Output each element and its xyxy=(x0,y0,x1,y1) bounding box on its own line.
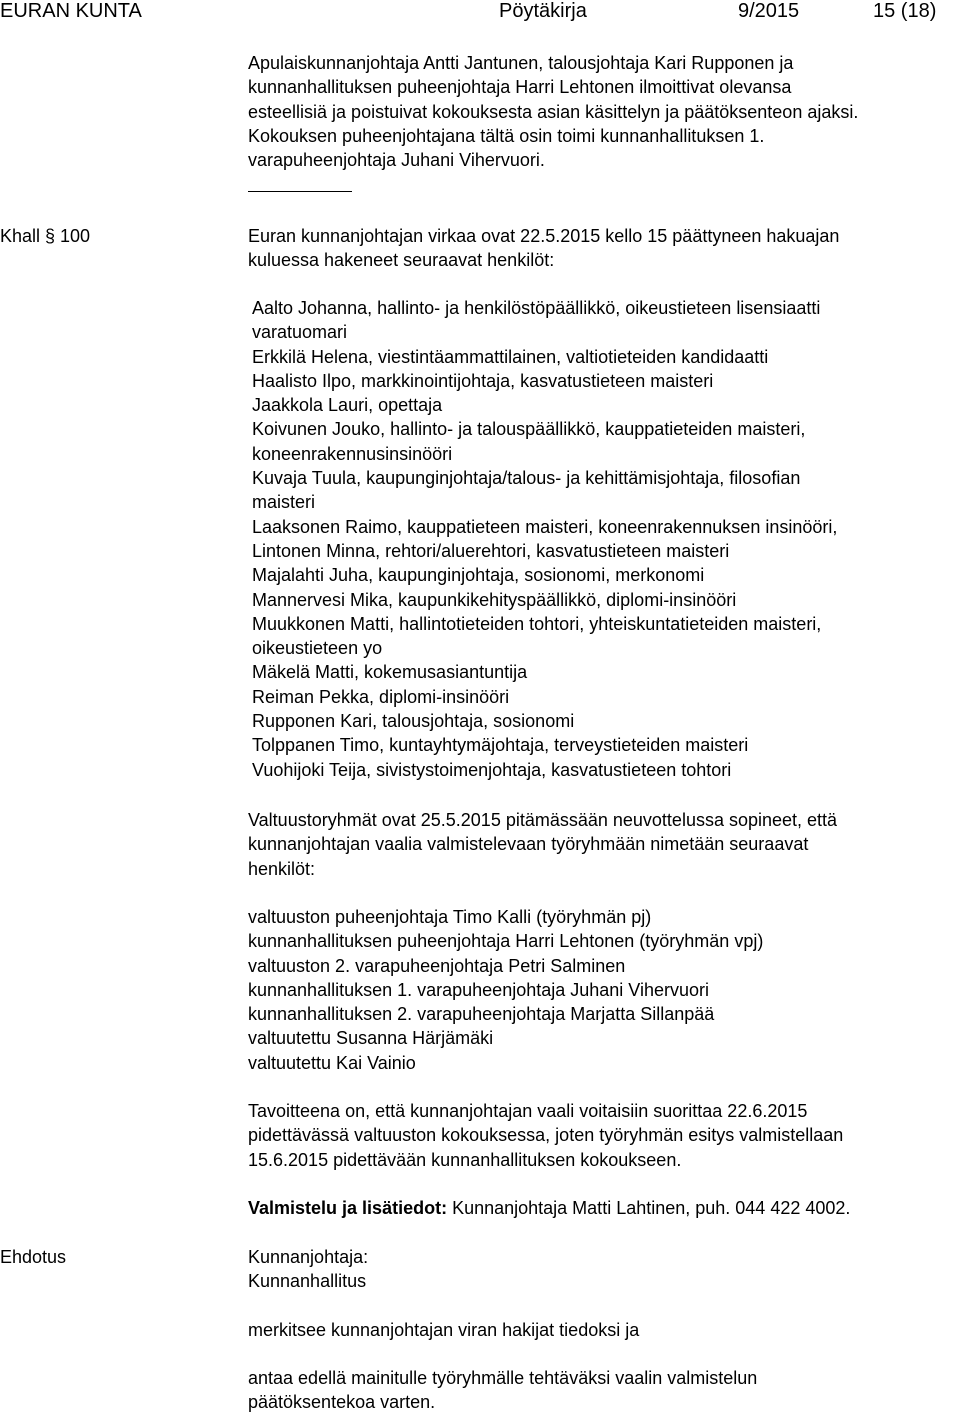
intro-line: Apulaiskunnanjohtaja Antti Jantunen, talousjohtaja Kari Rupponen ja xyxy=(248,53,794,73)
document-number: 9/2015 xyxy=(738,0,800,22)
page-header xyxy=(0,0,960,24)
proposal-item: merkitsee kunnanjohtajan viran hakijat tiedoksi ja xyxy=(248,1320,640,1340)
contact-text: Kunnanjohtaja Matti Lahtinen, puh. 044 422 4002. xyxy=(447,1198,851,1218)
section-label: Khall § 100 xyxy=(0,226,91,246)
contact-line xyxy=(248,1196,948,1220)
list-item: Haalisto Ilpo, markkinointijohtaja, kasvatustieteen maisteri xyxy=(252,370,714,391)
proposal-body: Kunnanhallitus xyxy=(248,1271,367,1292)
separator-rule xyxy=(248,191,352,192)
list-item: oikeustieteen yo xyxy=(252,638,383,659)
list-item: Mäkelä Matti, kokemusasiantuntija xyxy=(252,662,528,683)
list-item: Kuvaja Tuula, kaupunginjohtaja/talous- ja kehittämisjohtaja, filosofian xyxy=(252,468,801,489)
groups-line: kunnanjohtajan vaalia valmistelevaan työryhmään nimetään seuraavat xyxy=(248,834,809,855)
proposal-block xyxy=(248,1245,948,1294)
document-type: Pöytäkirja xyxy=(499,0,587,22)
section-title xyxy=(248,224,948,273)
intro-line: kunnanhallituksen puheenjohtaja Harri Lehtonen ilmoittivat olevansa xyxy=(248,77,792,98)
groups-line: henkilöt: xyxy=(248,858,316,879)
list-item: Laaksonen Raimo, kauppatieteen maisteri, koneenrakennuksen insinööri, xyxy=(252,516,838,537)
proposal-item-1 xyxy=(248,1318,948,1342)
list-item: Tolppanen Timo, kuntayhtymäjohtaja, terveystieteiden maisteri xyxy=(252,735,749,756)
list-item: varatuomari xyxy=(252,322,348,343)
organization-name: EURAN KUNTA xyxy=(0,0,142,22)
list-item: Lintonen Minna, rehtori/aluerehtori, kasvatustieteen maisteri xyxy=(252,540,730,561)
groups-paragraph xyxy=(248,808,948,881)
list-item: Reiman Pekka, diplomi-insinööri xyxy=(252,686,510,707)
list-item: Erkkilä Helena, viestintäammattilainen, valtiotieteiden kandidaatti xyxy=(252,346,769,367)
proposal-item-2 xyxy=(248,1366,948,1415)
proposal-item-line: päätöksentekoa varten. xyxy=(248,1392,436,1413)
list-item: Jaakkola Lauri, opettaja xyxy=(252,395,443,416)
applicant-list xyxy=(252,296,952,782)
list-item: Majalahti Juha, kaupunginjohtaja, sosionomi, merkonomi xyxy=(252,565,705,586)
proposal-label: Ehdotus xyxy=(0,1247,67,1267)
list-item: Rupponen Kari, talousjohtaja, sosionomi xyxy=(252,711,575,732)
goal-paragraph xyxy=(248,1099,948,1172)
list-item: valtuutettu Susanna Härjämäki xyxy=(248,1028,494,1049)
intro-line: esteellisiä ja poistuivat kokouksesta asian käsittelyn ja päätöksenteon ajaksi. xyxy=(248,101,859,122)
intro-line: Kokouksen puheenjohtajana tältä osin toimi kunnanhallituksen 1. xyxy=(248,125,765,146)
list-item: Muukkonen Matti, hallintotieteiden tohtori, yhteiskuntatieteiden maisteri, xyxy=(252,613,822,634)
page-number: 15 (18) xyxy=(873,0,937,22)
list-item: koneenrakennusinsinööri xyxy=(252,443,453,464)
goal-line: 15.6.2015 pidettävään kunnanhallituksen kokoukseen. xyxy=(248,1149,682,1170)
intro-paragraph xyxy=(248,51,948,172)
list-item: Aalto Johanna, hallinto- ja henkilöstöpäällikkö, oikeustieteen lisensiaatti xyxy=(252,298,821,318)
proposer: Kunnanjohtaja: xyxy=(248,1247,369,1267)
list-item: Vuohijoki Teija, sivistystoimenjohtaja, kasvatustieteen tohtori xyxy=(252,759,732,780)
groups-line: Valtuustoryhmät ovat 25.5.2015 pitämässään neuvottelussa sopineet, että xyxy=(248,810,838,830)
list-item: kunnanhallituksen 1. varapuheenjohtaja Juhani Vihervuori xyxy=(248,979,709,1000)
list-item: kunnanhallituksen 2. varapuheenjohtaja Marjatta Sillanpää xyxy=(248,1004,715,1025)
proposal-item-line: antaa edellä mainitulle työryhmälle tehtäväksi vaalin valmistelun xyxy=(248,1368,758,1388)
goal-line: Tavoitteena on, että kunnanjohtajan vaali voitaisiin suorittaa 22.6.2015 xyxy=(248,1101,808,1121)
list-item: Mannervesi Mika, kaupunkikehityspäällikkö, diplomi-insinööri xyxy=(252,589,737,610)
list-item: valtuuston puheenjohtaja Timo Kalli (työryhmän pj) xyxy=(248,907,652,927)
goal-line: pidettävässä valtuuston kokouksessa, joten työryhmän esitys valmistellaan xyxy=(248,1125,844,1146)
list-item: maisteri xyxy=(252,492,316,513)
section-title-line: kuluessa hakeneet seuraavat henkilöt: xyxy=(248,250,555,271)
contact-label: Valmistelu ja lisätiedot: xyxy=(248,1198,448,1218)
section-title-line: Euran kunnanjohtajan virkaa ovat 22.5.2015 kello 15 päättyneen hakuajan xyxy=(248,226,840,246)
member-list xyxy=(248,905,948,1075)
list-item: Koivunen Jouko, hallinto- ja talouspäällikkö, kauppatieteiden maisteri, xyxy=(252,419,806,440)
list-item: kunnanhallituksen puheenjohtaja Harri Lehtonen (työryhmän vpj) xyxy=(248,931,764,952)
list-item: valtuuston 2. varapuheenjohtaja Petri Salminen xyxy=(248,955,626,976)
intro-line: varapuheenjohtaja Juhani Vihervuori. xyxy=(248,150,545,171)
list-item: valtuutettu Kai Vainio xyxy=(248,1052,416,1073)
